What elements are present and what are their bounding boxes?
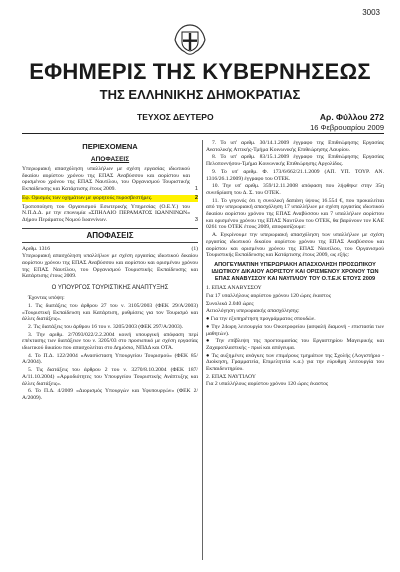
overtime-summary-heading: ΑΠΟΓΕΥΜΑΤΙΝΗ ΥΠΕΡΩΡΙΑΚΗ ΑΠΑΣΧΟΛΗΣΗ ΠΡΟΣΩΠΙΚΟΥ ΙΔΙΩΤΙΚΟΥ ΔΙΚΑΙΟΥ ΑΟΡΙΣΤΟΥ ΚΑΙ ΟΡΙΣΜΕΝΟΥ ΧΡΟΝΟΥ ΤΩΝ ΕΠΑΣ ΑΝΑΒΥΣΣΟΥ ΚΑΙ ΝΑΥΠΛΙΟΥ ΤΟΥ Ο.Τ.Ε.Κ ΕΤΟΥΣ 2009	[211, 261, 379, 282]
paragraph: 3. Την αριθμ. 2/7093/022/2.2.2004 κοινή υπουργική απόφαση περί επέκτασης των διατάξεων του ν. 3205/03 στο προσωπικό με σχέση εργασίας ιδιωτικού δικαίου που απασχολείται στο Δημόσιο, ΝΠΔΔ και ΟΤΑ.	[22, 331, 198, 352]
paragraph: 9. Το υπ' αριθμ. Φ. 173/6/662/21.1.2009 (ΑΠ. ΥΠ. ΤΟΥΡ. ΑΝ. 1316/26.1.2009) έγγραφο του ΟΤΕΚ.	[206, 168, 384, 182]
decisions-heading: ΑΠΟΦΑΣΕΙΣ	[90, 156, 130, 163]
toc-item-number: 2	[194, 194, 198, 201]
toc-item-text: Τροποποίηση του Οργανισμού Εσωτερικής Υπηρεσίας (Ο.Ε.Υ.) του Ν.Π.Δ.Δ. με την επωνυμία «ΣΠΗΛΑΙΟ ΠΕΡΑΜΑΤΟΣ ΙΩΑΝΝΙΝΩΝ» Δήμου Περάματος Νομού Ιωαννίνων.	[22, 203, 190, 223]
paragraph: 11. Το γεγονός ότι η συνολική δαπάνη ύψους 16.554 €, που προκαλείται από την υπερωριακή απασχόληση 17 υπαλλήλων με σχέση εργασίας ιδιωτικού δικαίου αορίστου χρόνου της ΕΠΑΣ Αναβύσσου και 7 υπαλλήλων αορίστου και ορισμένου χρόνου της ΕΠΑΣ Ναυτίλου του ΟΤΕΚ, θα βαρύνουν τον ΚΑΕ 0261 του ΟΤΕΚ έτους 2009, αποφασίζουμε:	[206, 197, 384, 231]
list-item: 2. ΕΠΑΣ ΝΑΥΤΙΛΟΥ	[206, 373, 256, 380]
having-in-mind: Έχοντας υπόψη:	[28, 295, 65, 302]
decision-title: Υπερωριακή απασχόληση υπαλλήλων με σχέση εργασίας ιδιωτικού δικαίου αορίστου χρόνου της ΕΠΑΣ Αναβύσσου και αορίστου και ορισμένου χρόνου της ΕΠΑΣ Ναυτίλου, του Οργανισμού Τουριστικής Εκπαίδευσης και Κατάρτισης έτους 2009.	[22, 253, 198, 280]
page-number: 3003	[362, 8, 380, 17]
list-item: Συνολικά 2.040 ώρες	[206, 300, 254, 307]
paragraph: 7. Το υπ' αριθμ. 30/14.1.2009 έγγραφο της Επιθεώρησης Εργασίας Ανατολικής Αττικής-Τμήμα Κοινωνικής Επιθεώρησης Λαυρίου.	[206, 140, 384, 153]
paragraph: 5. Τις διατάξεις του άρθρου 2 του ν. 3270/8.10.2004 (ΦΕΚ 187/Α/11.10.2004) «Αρμοδιότητες του Υπουργείου Τουριστικής Ανάπτυξης και άλλες διατάξεις».	[22, 367, 198, 387]
gazette-title: ΕΦΗΜΕΡΙΣ ΤΗΣ ΚΥΒΕΡΝΗΣΕΩΣ	[29, 59, 371, 84]
left-column	[22, 140, 198, 403]
issue-series: ΤΕΥΧΟΣ ΔΕΥΤΕΡΟ	[137, 112, 214, 122]
list-item: ● Για την εξυπηρέτηση προγράμματος σπουδών.	[206, 316, 316, 323]
toc-item-text: Εφ. Ορισμός των οχημάτων με φορητούς πυροσβεστήρες.	[22, 194, 153, 201]
list-item: Για 17 υπαλλήλους αορίστου χρόνου 120 ώρες έκαστος	[206, 293, 331, 300]
list-item: Για 2 υπαλλήλους αορίστου χρόνου 120 ώρες έκαστος	[206, 381, 329, 388]
issue-date: 16 Φεβρουαρίου 2009	[310, 123, 384, 132]
gazette-subtitle: ΤΗΣ ΕΛΛΗΝΙΚΗΣ ΔΗΜΟΚΡΑΤΙΑΣ	[99, 87, 301, 102]
toc-item-text: Υπερωριακή απασχόληση υπαλλήλων με σχέση εργασίας ιδιωτικού δικαίου αορίστου χρόνου της ΕΠΑΣ Αναβύσσου και αορίστου και ορισμένου χρόνου της ΕΠΑΣ Ναυτίλου, του Οργανισμού Τουριστικής Εκπαίδευσης και Κατάρτισης έτους 2009.	[22, 166, 190, 193]
decision-ref-index: (1)	[191, 245, 198, 252]
toc-item-number: 1	[194, 186, 198, 193]
ministry-heading: Ο ΥΠΟΥΡΓΟΣ ΤΟΥΡΙΣΤΙΚΗΣ ΑΝΑΠΤΥΞΗΣ	[51, 285, 169, 292]
list-item: 1. ΕΠΑΣ ΑΝΑΒΥΣΣΟΥ	[206, 285, 262, 292]
paragraph: Α. Εγκρίνουμε την υπερωριακή απασχόληση των υπαλλήλων με σχέση εργασίας ιδιωτικού δικαίου αορίστου χρόνου της ΕΠΑΣ Αναβύσσου και αορίστου και ορισμένου χρόνου της ΕΠΑΣ Ναυτίλου, του Οργανισμού Τουριστικής Εκπαίδευσης και Κατάρτισης έτους 2009, ως εξής:	[206, 232, 384, 259]
right-column	[206, 140, 384, 389]
paragraph: 1. Τις διατάξεις του άρθρου 27 του ν. 3105/2003 (ΦΕΚ 29/Α/2003) «Τουριστική Εκπαίδευση και Κατάρτιση, ρυθμίσεις για τον Τουρισμό και άλλες διατάξεις».	[22, 302, 198, 323]
toc-item-highlighted[interactable]	[22, 195, 198, 202]
list-item: Αιτιολόγηση υπερωριακής απασχόλησης:	[206, 308, 300, 315]
paragraph: 2. Τις διατάξεις του άρθρου 16 του ν. 3205/2003 (ΦΕΚ 297/Α/2003).	[28, 323, 184, 330]
decision-reference	[22, 246, 198, 253]
paragraph: 4. Το Π.Δ. 122/2004 «Ανασύσταση Υπουργείου Τουρισμού» (ΦΕΚ 85/Α/2004).	[22, 352, 198, 366]
contents-heading: ΠΕΡΙΕΧΟΜΕΝΑ	[82, 142, 138, 151]
toc-item[interactable]	[22, 166, 198, 193]
paragraph: 8. Το υπ' αριθμ. 83/15.1.2009 έγγραφο της Επιθεώρησης Εργασίας Πελοποννήσου-Τμήμα Κοινωνικής Επιθεώρησης Αργολίδος.	[206, 154, 384, 168]
paragraph: 10. Την υπ' αριθμ. 359/12.11.2008 απόφαση που λήφθηκε στην 35η συνεδρίαση του Δ. Σ. του ΟΤΕΚ.	[206, 183, 384, 196]
decision-ref-number: Αριθμ. 1316	[22, 245, 50, 252]
paragraph: 6. Το Π.Δ. 4/2009 «Διορισμός Υπουργών και Υφυπουργών» (ΦΕΚ 2/Α/2009).	[22, 388, 198, 401]
decisions-section-heading: ΑΠΟΦΑΣΕΙΣ	[22, 228, 198, 243]
list-item: ● Την επίβλεψη της προετοιμασίας του Εργαστηρίου Μαγειρικής και Ζαχαροπλαστικής - πρωί και απόγευμα.	[206, 338, 384, 351]
sheet-number: Αρ. Φύλλου 272	[319, 112, 384, 122]
list-item: ● Την 24ωρη λειτουργία του Οικοτροφείου (ασφαλή διαμονή - επιστασία των μαθητών).	[206, 323, 384, 337]
toc-item-number: 3	[194, 216, 198, 223]
column-divider	[202, 140, 203, 560]
toc-item[interactable]	[22, 204, 198, 224]
list-item: ● Τις αυξημένες ανάγκες των επιμέρους τμημάτων της Σχολής (Λογιστήριο - Διοίκηση, Γραμματεία, Επιμελητεία κ.α.) για την εύρυθμη λειτουργία του Εκπαιδευτηρίου.	[206, 352, 384, 373]
greek-coat-of-arms-emblem	[171, 20, 209, 58]
